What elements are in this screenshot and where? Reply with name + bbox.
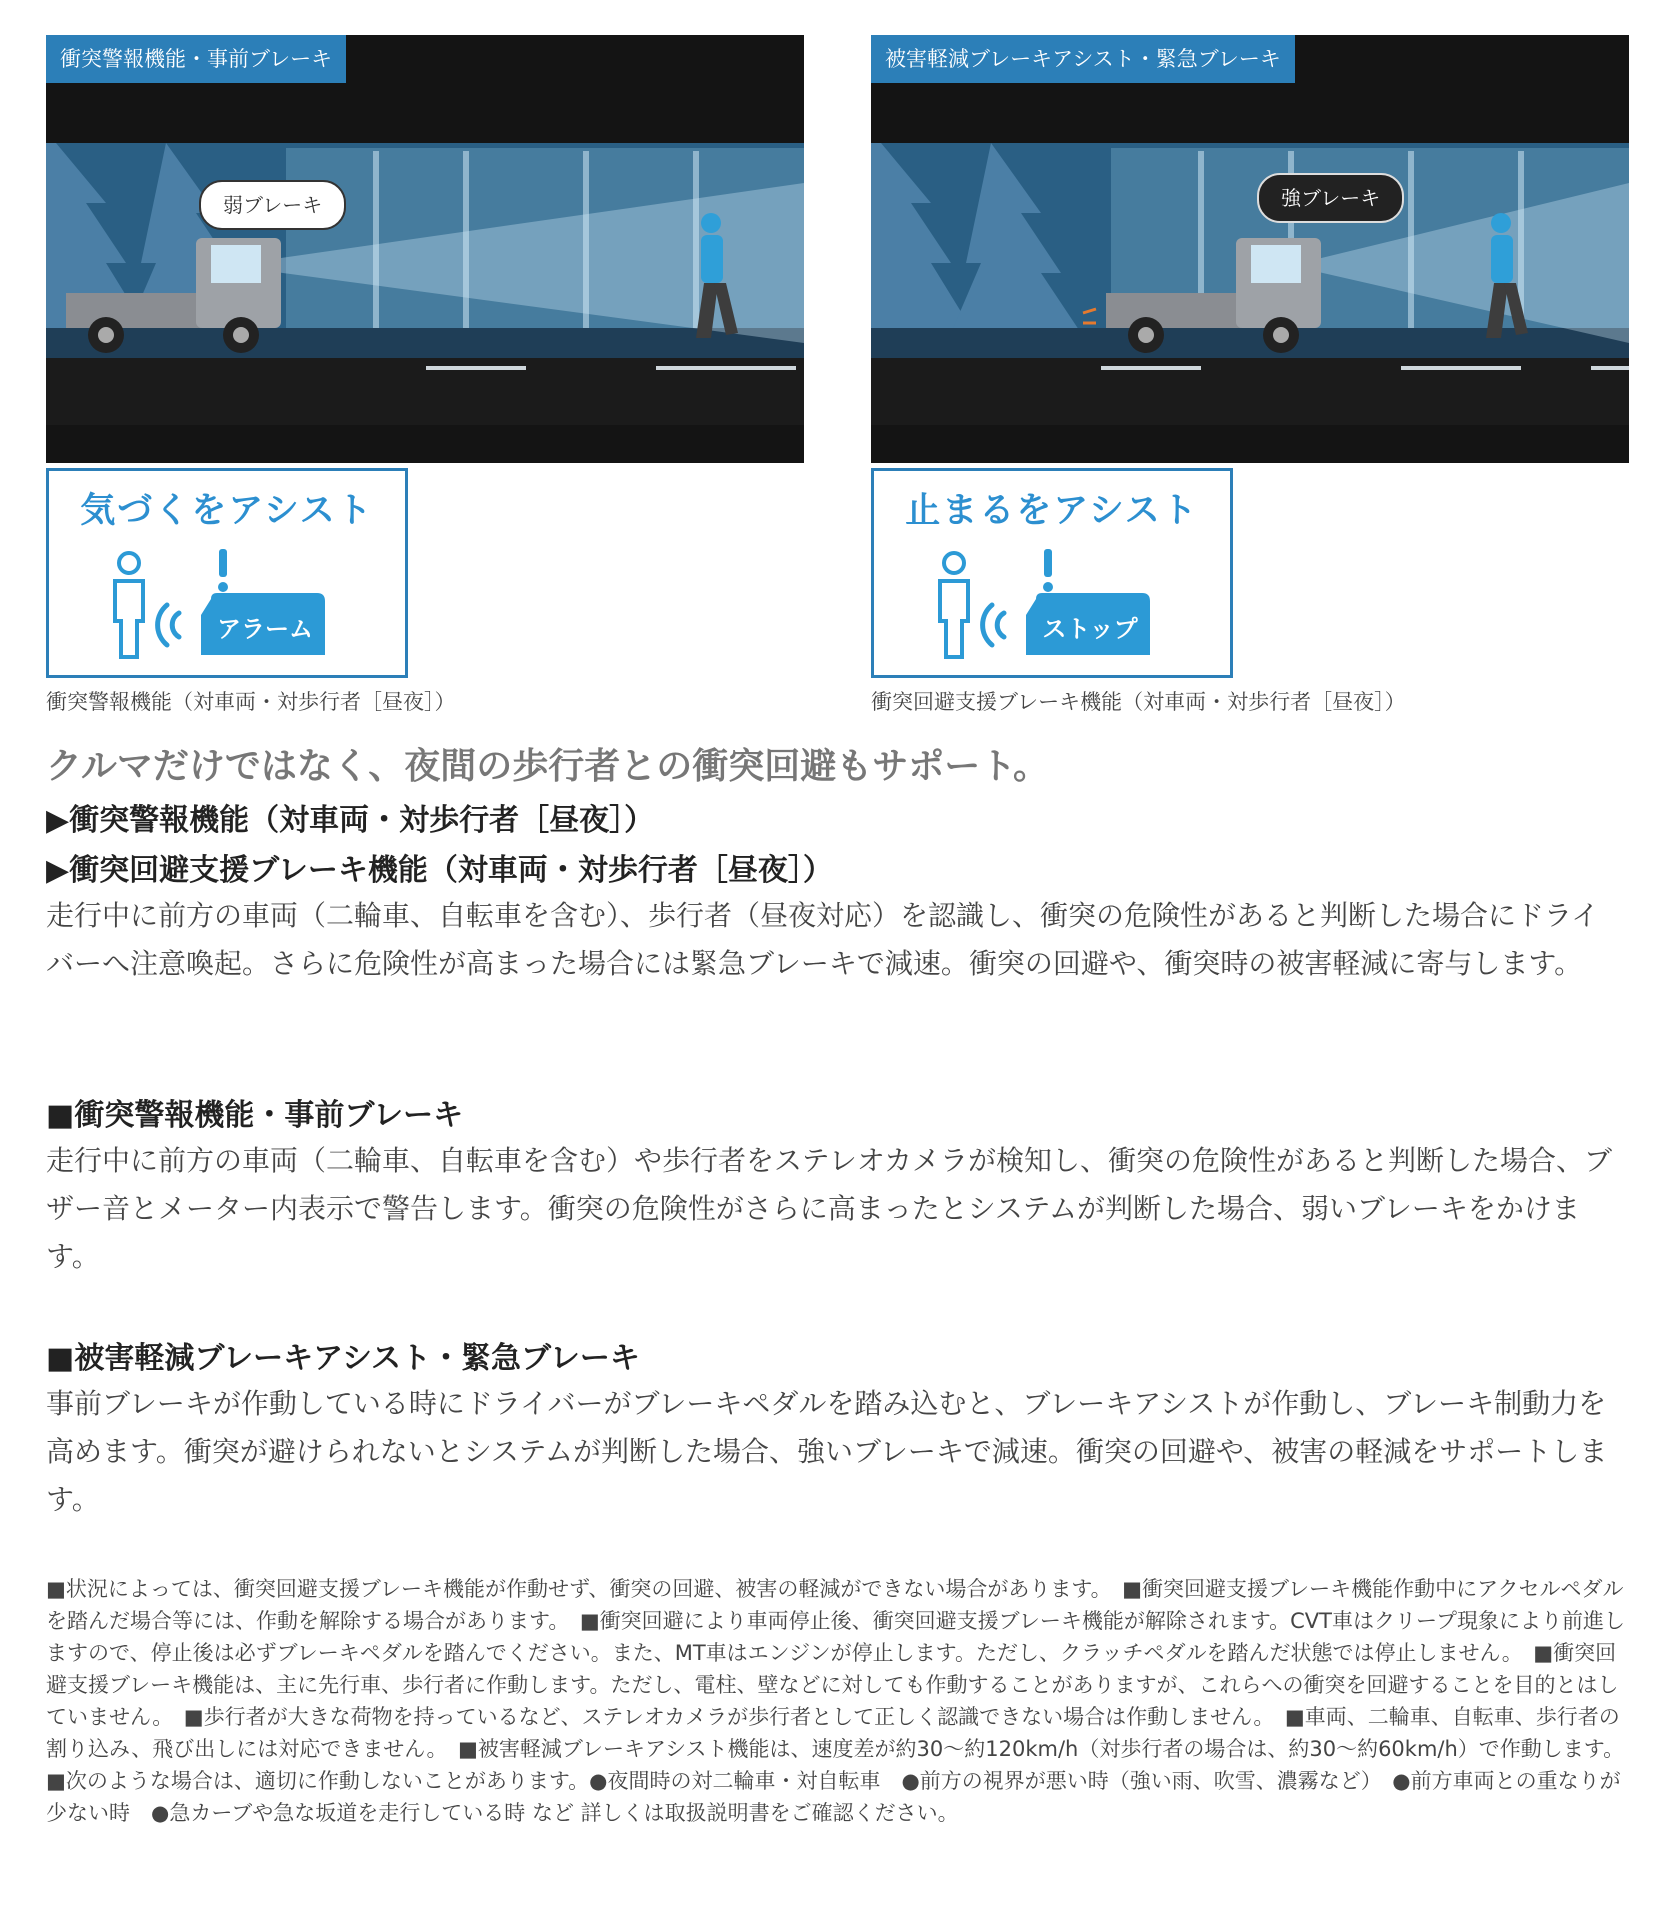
- assist-title: 気づくをアシスト: [80, 491, 374, 531]
- alarm-diagram: [107, 549, 357, 661]
- intro-paragraph: 走行中に前方の車両（二輪車、自転車を含む）、歩行者（昼夜対応）を認識し、衝突の危険性があると判断した場合にドライバーへ注意喚起。さらに危険性が高まった場合には緊急ブレーキで減速。衝突の回避や、衝突時の被害軽減に寄与します。: [46, 899, 1600, 980]
- stop-diagram: [932, 549, 1182, 661]
- footnotes: ■状況によっては、衝突回避支援ブレーキ機能が作動せず、衝突の回避、被害の軽減ができない場合があります。 ■衝突回避支援ブレーキ機能作動中にアクセルペダルを踏んだ場合等には、作動を解除する場合があります。 ■衝突回避により車両停止後、衝突回避支援ブレーキ機能が解除されます。CVT車はクリープ現象により前進しますので、停止後は必ずブレーキペダルを踏んでください。また、MT車はエンジンが停止します。ただし、クラッチペダルを踏んだ状態では停止しません。 ■衝突回避支援ブレーキ機能は、主に先行車、歩行者に作動します。ただし、電柱、壁などに対しても作動することがありますが、これらへの衝突を回避することを目的とはしていません。 ■歩行者が大きな荷物を持っているなど、ステレオカメラが歩行者として正しく認識できない場合は作動しません。 ■車両、二輪車、自転車、歩行者の割り込み、飛び出しには対応できません。 ■被害軽減ブレーキアシスト機能は、速度差が約30～約120km/h（対歩行者の場合は、約30～約60km/h）で作動します。 ■次のような場合は、適切に作動しないことがあります。●夜間時の対二輪車・対自転車 ●前方の視界が悪い時（強い雨、吹雪、濃霧など） ●前方車両との重なりが少ない時 ●急カーブや急な坂道を走行している時 など 詳しくは取扱説明書をご確認ください。: [46, 1577, 1635, 1825]
- exclamation-icon: [1043, 549, 1053, 592]
- panel-tag-braking: 被害軽減ブレーキアシスト・緊急ブレーキ: [871, 35, 1295, 83]
- stop-label: ストップ: [1042, 615, 1138, 643]
- exclamation-icon: [218, 549, 228, 592]
- signal-wave-icon: [158, 605, 179, 645]
- subhead-warning-function: ▶衝突警報機能（対車両・対歩行者［昼夜］）: [46, 803, 655, 838]
- lead-heading: クルマだけではなく、夜間の歩行者との衝突回避もサポート。: [46, 746, 1049, 787]
- signal-wave-icon: [983, 605, 1004, 645]
- strong-brake-bubble: 強ブレーキ: [1257, 173, 1404, 223]
- person-icon: [115, 553, 143, 657]
- assist-box-stopping: [871, 468, 1233, 678]
- section-title-brake-assist: ■被害軽減ブレーキアシスト・緊急ブレーキ: [46, 1341, 640, 1376]
- illustration-panel-braking: [871, 35, 1629, 463]
- section-title-warning-brake: ■衝突警報機能・事前ブレーキ: [46, 1098, 464, 1133]
- night-street-scene: [46, 143, 804, 425]
- section-body-warning-brake: 走行中に前方の車両（二輪車、自転車を含む）や歩行者をステレオカメラが検知し、衝突の危険性があると判断した場合、ブザー音とメーター内表示で警告します。衝突の危険性がさらに高まったとシステムが判断した場合、弱いブレーキをかけます。: [46, 1144, 1613, 1273]
- illustration-panel-warning: [46, 35, 804, 463]
- panel-tag-warning: 衝突警報機能・事前ブレーキ: [46, 35, 346, 83]
- assist-title: 止まるをアシスト: [905, 491, 1199, 531]
- section-body-brake-assist: 事前ブレーキが作動している時にドライバーがブレーキペダルを踏み込むと、ブレーキアシストが作動し、ブレーキ制動力を高めます。衝突が避けられないとシステムが判断した場合、強いブレーキで減速。衝突の回避や、被害の軽減をサポートします。: [46, 1387, 1608, 1516]
- weak-brake-bubble: 弱ブレーキ: [199, 180, 346, 230]
- caption-braking: 衝突回避支援ブレーキ機能（対車両・対歩行者［昼夜］）: [871, 690, 1406, 714]
- assist-box-awareness: [46, 468, 408, 678]
- night-street-scene: [871, 143, 1629, 425]
- subhead-braking-function: ▶衝突回避支援ブレーキ機能（対車両・対歩行者［昼夜］）: [46, 853, 833, 888]
- alarm-label: アラーム: [217, 615, 313, 643]
- person-icon: [940, 553, 968, 657]
- caption-warning: 衝突警報機能（対車両・対歩行者［昼夜］）: [46, 690, 456, 714]
